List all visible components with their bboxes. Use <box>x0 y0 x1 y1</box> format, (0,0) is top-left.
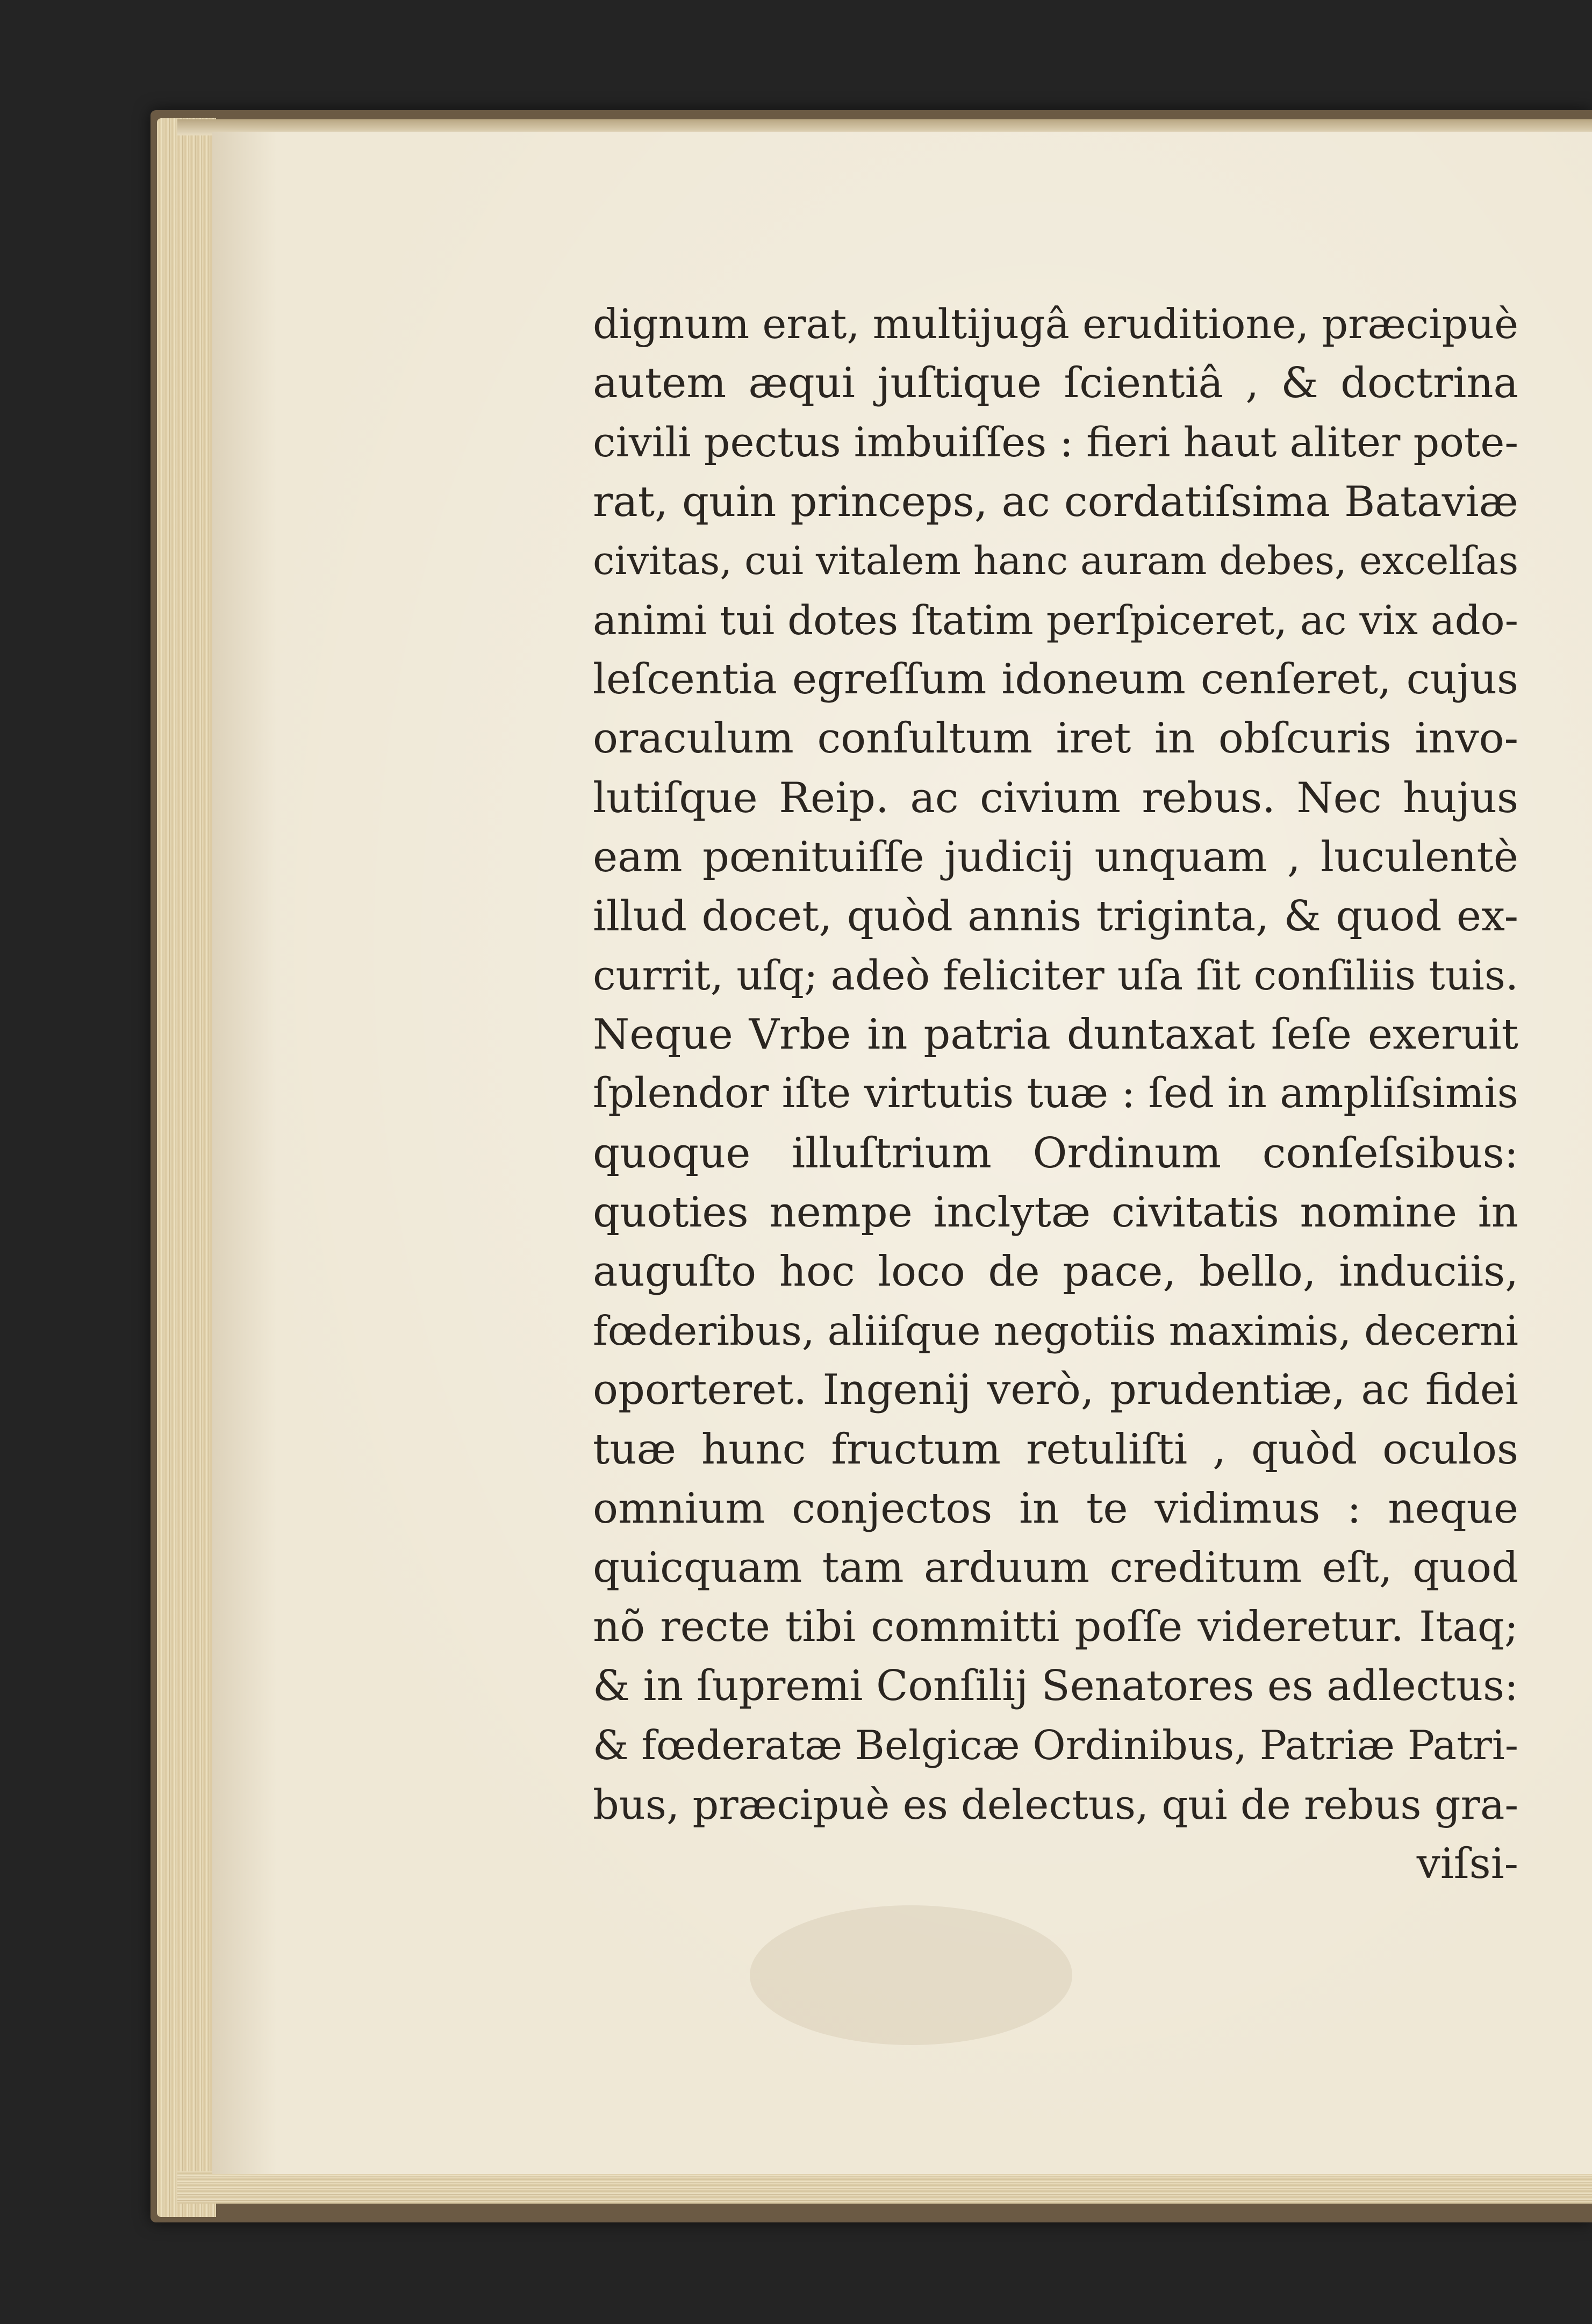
page-edges-bottom <box>177 2171 1592 2204</box>
text-line: quicquam tam arduum creditum eſt, quod <box>593 1543 1518 1592</box>
text-line: quoties nempe inclytæ civitatis nomine in <box>593 1188 1518 1237</box>
catchword: viſsi- <box>1416 1839 1518 1888</box>
page-edges-left <box>157 118 216 2217</box>
text-line: ſplendor iſte virtutis tuæ : ſed in ampliſsimis <box>593 1070 1518 1118</box>
text-line: civitas, cui vitalem hanc auram debes, excelſas <box>593 538 1519 584</box>
text-line: leſcentia egreſſum idoneum cenſeret, cujus <box>593 655 1518 704</box>
text-line: illud docet, quòd annis triginta, & quod ex- <box>593 892 1518 941</box>
text-line: Neque Vrbe in patria duntaxat ſeſe exeruit <box>593 1010 1518 1059</box>
text-line: animi tui dotes ſtatim perſpiceret, ac vix ado- <box>593 596 1518 644</box>
text-line: & in ſupremi Conſilij Senatores es adlectus: <box>593 1662 1518 1711</box>
text-line: eam pœnituiſſe judicij unquam , luculentè <box>593 833 1518 881</box>
page-stain <box>750 1905 1072 2045</box>
text-line: lutiſque Reip. ac civium rebus. Nec hujus <box>593 773 1518 822</box>
text-line: bus, præcipuè es delectus, qui de rebus gra- <box>593 1780 1519 1828</box>
text-line: rat, quin princeps, ac cordatiſsima Bataviæ <box>593 477 1518 526</box>
text-line: oporteret. Ingenij verò, prudentiæ, ac fidei <box>593 1366 1518 1415</box>
text-line: quoque illuſtrium Ordinum conſeſsibus: <box>593 1129 1518 1178</box>
text-line: nõ recte tibi committi poſſe videretur. Itaq; <box>593 1603 1518 1652</box>
text-line: & fœderatæ Belgicæ Ordinibus, Patriæ Patri- <box>593 1722 1518 1769</box>
text-line: tuæ hunc fructum retuliſti , quòd oculos <box>593 1425 1518 1474</box>
text-line: autem æqui juſtique ſcientiâ , & doctrina <box>593 359 1518 408</box>
text-line: fœderibus, aliiſque negotiis maximis, decerni <box>593 1307 1518 1355</box>
text-line: omnium conjectos in te vidimus : neque <box>593 1484 1518 1533</box>
text-line: civili pectus imbuiſſes : fieri haut aliter pote- <box>593 418 1519 467</box>
page-text-block <box>593 295 1518 1893</box>
text-line: oraculum conſultum iret in obſcuris invo- <box>593 714 1518 763</box>
text-line: dignum erat, multijugâ eruditione, præcipuè <box>593 300 1518 348</box>
text-line: auguſto hoc loco de pace, bello, induciis, <box>593 1247 1518 1296</box>
text-line: currit, uſq; adeò feliciter uſa ſit conſiliis tuis. <box>593 951 1518 1000</box>
